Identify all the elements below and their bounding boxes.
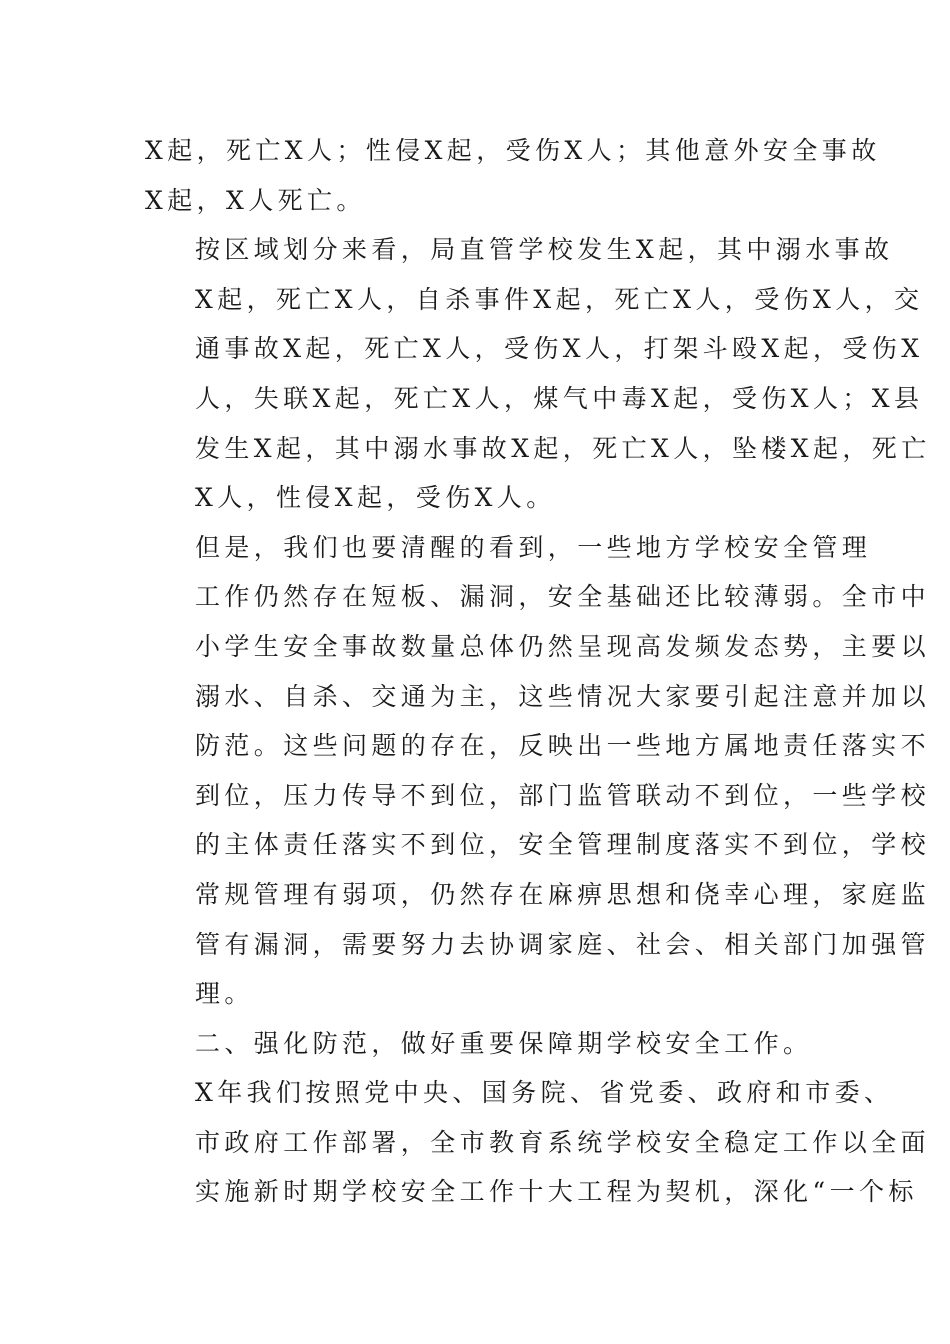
paragraph-accident-stats-tail (145, 126, 881, 225)
paragraph-work-deployment (145, 1068, 931, 1217)
text-line: X人，性侵X起，受伤X人。 (195, 483, 556, 513)
section-heading (145, 1019, 813, 1069)
text-line: 的主体责任落实不到位，安全管理制度落实不到位，学校 (195, 830, 931, 860)
text-line: X起，死亡X人；性侵X起，受伤X人；其他意外安全事故 (145, 136, 881, 165)
text-line: 常规管理有弱项，仍然存在麻痹思想和侥幸心理，家庭监 (195, 879, 931, 909)
text-line: 小学生安全事故数量总体仍然呈现高发频发态势，主要以 (195, 631, 931, 661)
text-line: 人，失联X起，死亡X人，煤气中毒X起，受伤X人；X县 (195, 383, 924, 413)
text-line: X年我们按照党中央、国务院、省党委、政府和市委、 (195, 1078, 894, 1108)
text-line: 管有漏洞，需要努力去协调家庭、社会、相关部门加强管 (195, 929, 931, 959)
text-line: 工作仍然存在短板、漏洞，安全基础还比较薄弱。全市中 (195, 582, 931, 612)
text-line: 通事故X起，死亡X人，受伤X人，打架斗殴X起，受伤X (195, 334, 924, 364)
text-line: X起，X人死亡。 (145, 185, 366, 215)
text-line: 二、强化防范，做好重要保障期学校安全工作。 (195, 1028, 813, 1058)
text-line: 但是，我们也要清醒的看到，一些地方学校安全管理 (195, 532, 872, 562)
text-line: 市政府工作部署，全市教育系统学校安全稳定工作以全面 (195, 1127, 931, 1157)
text-line: 溺水、自杀、交通为主，这些情况大家要引起注意并加以 (195, 681, 931, 711)
text-line: 发生X起，其中溺水事故X起，死亡X人，坠楼X起，死亡 (195, 433, 931, 463)
paragraph-problems (145, 523, 931, 1019)
text-line: 到位，压力传导不到位，部门监管联动不到位，一些学校 (195, 780, 931, 810)
document-body (145, 126, 931, 1217)
paragraph-regional-breakdown (145, 225, 931, 523)
text-line: 实施新时期学校安全工作十大工程为契机，深化“一个标 (195, 1177, 918, 1207)
text-line: X起，死亡X人，自杀事件X起，死亡X人，受伤X人，交 (195, 284, 924, 314)
text-line: 理。 (195, 979, 254, 1009)
text-line: 防范。这些问题的存在，反映出一些地方属地责任落实不 (195, 731, 931, 761)
text-line: 按区域划分来看，局直管学校发生X起，其中溺水事故 (195, 235, 894, 265)
